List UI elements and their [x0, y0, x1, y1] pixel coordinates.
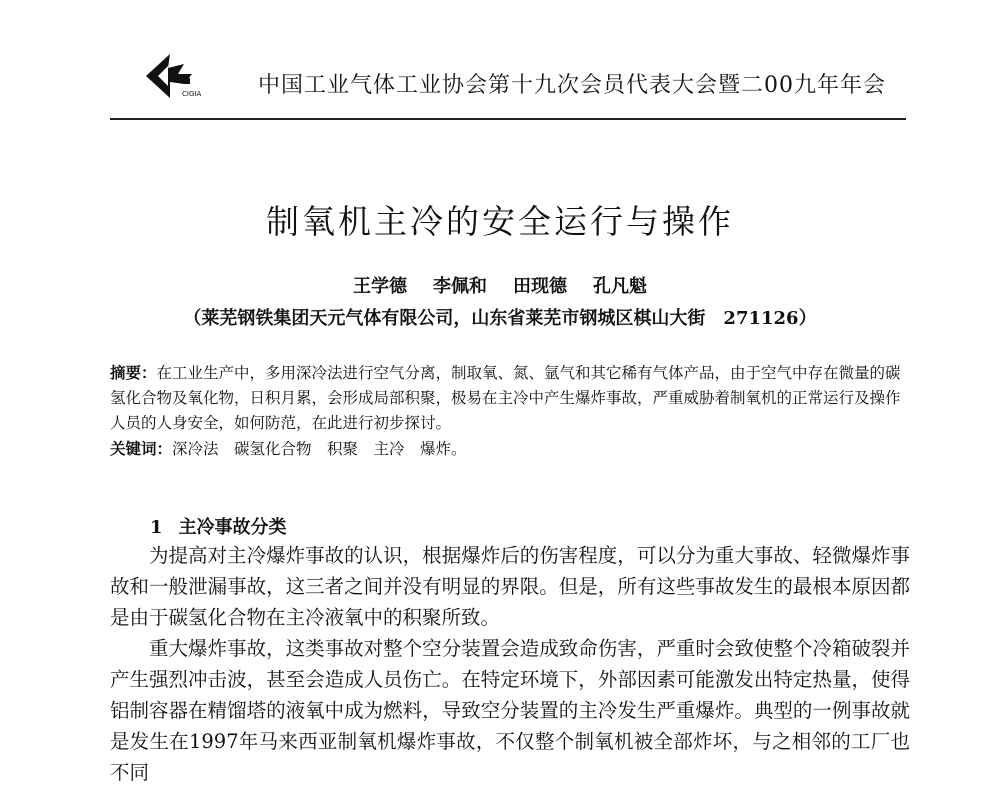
conference-title: 中国工业气体工业协会第十九次会员代表大会暨二00九年年会 [258, 73, 886, 98]
author-name: 田现德 [513, 276, 567, 297]
keywords-label: 关键词： [110, 439, 173, 458]
abstract-text: 在工业生产中，多用深冷法进行空气分离，制取氧、氮、氩气和其它稀有气体产品，由于空气中存在微量的碳氢化合物及氧化物，日积月累，会形成局部积聚，极易在主冷中产生爆炸事故，严重威胁着制氧机的正常运行及操作人员的人身安全，如何防范，在此进行初步探讨。 [110, 364, 901, 432]
author-name: 孔凡魁 [593, 276, 647, 297]
abstract [110, 360, 910, 436]
paper-title: 制氧机主冷的安全运行与操作 [266, 202, 734, 241]
page-header [110, 38, 906, 120]
keywords [110, 436, 910, 462]
author-list [0, 272, 1000, 298]
cigia-logo [144, 50, 208, 102]
author-name: 王学德 [353, 276, 407, 297]
logo-text: CIGIA [182, 90, 202, 98]
keywords-text: 深冷法 碳氢化合物 积聚 主冷 爆炸。 [172, 440, 467, 458]
abstract-label: 摘要： [110, 363, 157, 382]
abstract-block [110, 360, 910, 462]
body-paragraph: 重大爆炸事故，这类事故对整个空分装置会造成致命伤害，严重时会致使整个冷箱破裂并产生强烈冲击波，甚至会造成人员伤亡。在特定环境下，外部因素可能激发出特定热量，使得铝制容器在精馏塔的液氧中成为燃料，导致空分装置的主冷发生严重爆炸。典型的一例事故就是发生在1997年马来西亚制氧机爆炸事故，不仅整个制氧机被全部炸坏，与之相邻的工厂也不同 [110, 637, 910, 784]
section-heading [150, 513, 287, 539]
section-title: 主冷事故分类 [178, 517, 287, 538]
author-name: 李佩和 [433, 276, 487, 297]
section-number: 1 [150, 517, 163, 538]
affiliation: （莱芜钢铁集团天元气体有限公司，山东省莱芜市钢城区棋山大街 271126） [183, 308, 817, 329]
body-paragraph: 为提高对主冷爆炸事故的认识，根据爆炸后的伤害程度，可以分为重大事故、轻微爆炸事故和一般泄漏事故，这三者之间并没有明显的界限。但是，所有这些事故发生的最根本原因都是由于碳氢化合物在主冷液氧中的积聚所致。 [110, 544, 910, 629]
